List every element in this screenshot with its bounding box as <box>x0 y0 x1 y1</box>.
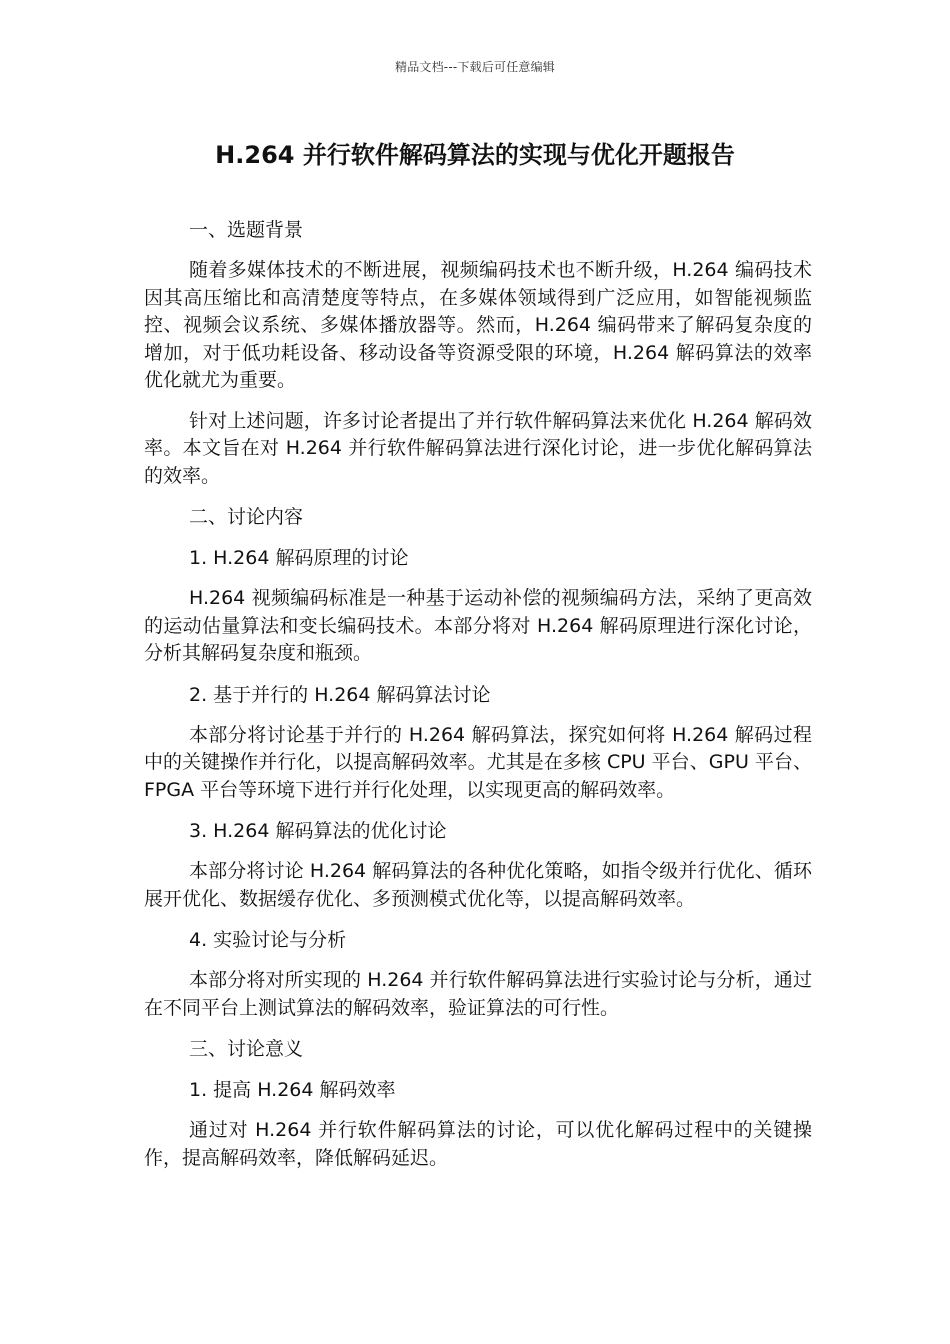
document-body <box>144 216 812 1185</box>
document-title: H.264 并行软件解码算法的实现与优化开题报告 <box>215 141 735 169</box>
paragraph-parallel-decoding: 本部分将讨论基于并行的 H.264 解码算法，探究如何将 H.264 解码过程中的关键操作并行化，以提高解码效率。尤其是在多核 CPU 平台、GPU 平台、FPGA 平台等环境下进行并行化处理，以实现更高的解码效率。 <box>144 723 812 801</box>
paragraph-optimization: 本部分将讨论 H.264 解码算法的各种优化策略，如指令级并行优化、循环展开优化、数据缓存优化、多预测模式优化等，以提高解码效率。 <box>144 860 812 910</box>
paragraph-decoding-principle: H.264 视频编码标准是一种基于运动补偿的视频编码方法，采纳了更高效的运动估量算法和变长编码技术。本部分将对 H.264 解码原理进行深化讨论，分析其解码复杂度和瓶颈。 <box>144 587 812 664</box>
header-note: 精品文档---下载后可任意编辑 <box>395 60 555 74</box>
subheading-improve-efficiency: 1. 提高 H.264 解码效率 <box>189 1079 396 1101</box>
subheading-parallel-decoding: 2. 基于并行的 H.264 解码算法讨论 <box>189 683 491 706</box>
subheading-decoding-principle: 1. H.264 解码原理的讨论 <box>189 547 409 569</box>
section-heading-significance: 三、讨论意义 <box>189 1038 304 1060</box>
section-heading-background: 一、选题背景 <box>189 219 304 241</box>
subheading-optimization: 3. H.264 解码算法的优化讨论 <box>189 820 447 842</box>
paragraph-background-2: 针对上述问题，许多讨论者提出了并行软件解码算法来优化 H.264 解码效率。本文旨在对 H.264 并行软件解码算法进行深化讨论，进一步优化解码算法的效率。 <box>144 409 812 487</box>
paragraph-improve-efficiency: 通过对 H.264 并行软件解码算法的讨论，可以优化解码过程中的关键操作，提高解码效率，降低解码延迟。 <box>144 1119 812 1169</box>
paragraph-experiment: 本部分将对所实现的 H.264 并行软件解码算法进行实验讨论与分析，通过在不同平台上测试算法的解码效率，验证算法的可行性。 <box>144 969 812 1019</box>
section-heading-content: 二、讨论内容 <box>189 506 304 528</box>
paragraph-background-1: 随着多媒体技术的不断进展，视频编码技术也不断升级，H.264 编码技术因其高压缩比和高清楚度等特点，在多媒体领域得到广泛应用，如智能视频监控、视频会议系统、多媒体播放器等。然而，H.264 编码带来了解码复杂度的增加，对于低功耗设备、移动设备等资源受限的环境，H.264 解码算法的效率优化就尤为重要。 <box>144 259 812 391</box>
subheading-experiment: 4. 实验讨论与分析 <box>189 929 347 951</box>
